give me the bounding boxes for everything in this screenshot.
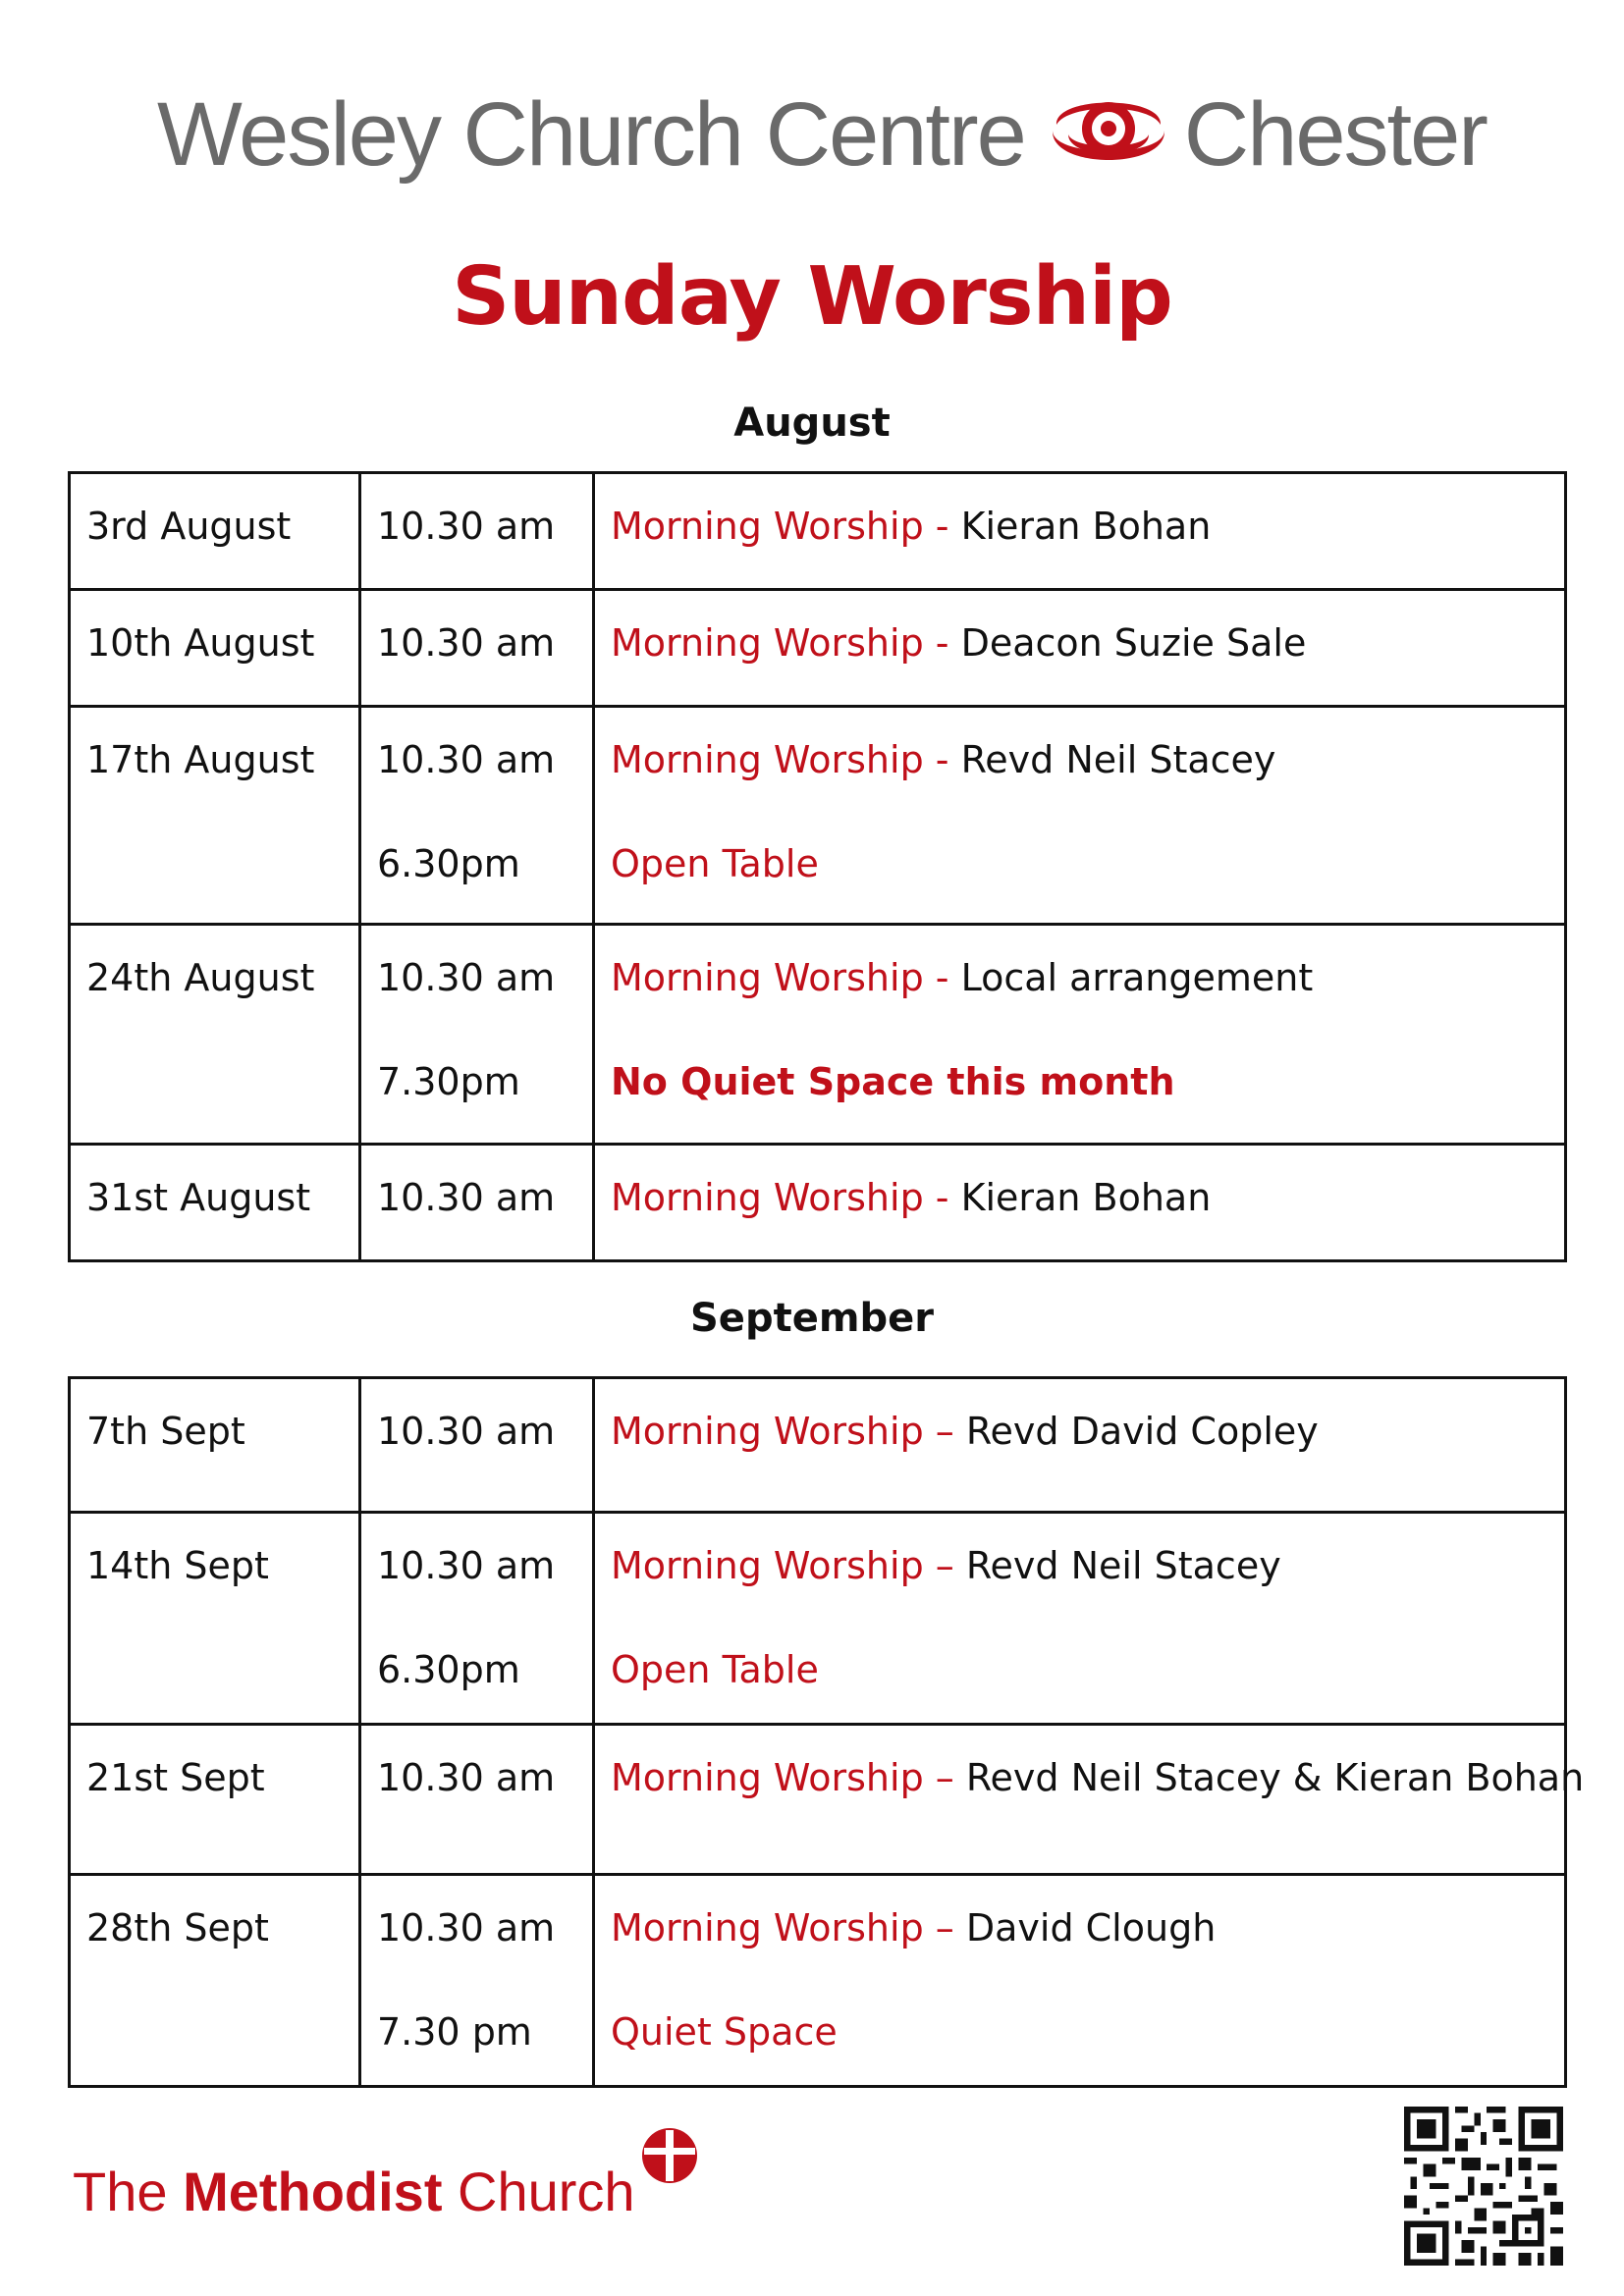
service-name: Morning Worship - <box>611 621 961 665</box>
time-text: 10.30 am <box>377 1176 556 1219</box>
date-cell <box>70 473 360 590</box>
date-text: 14th Sept <box>86 1544 269 1587</box>
table-row <box>70 473 1566 590</box>
date-text: 7th Sept <box>86 1410 245 1453</box>
time-text: 10.30 am <box>377 505 556 548</box>
date-text: 31st August <box>86 1176 311 1219</box>
date-cell <box>70 707 360 925</box>
methodist-cross-icon <box>640 2126 699 2185</box>
table-row <box>70 1378 1566 1513</box>
service-name: Morning Worship - <box>611 505 961 548</box>
service-line <box>611 1379 1548 1483</box>
table-row <box>70 590 1566 707</box>
table-row <box>70 925 1566 1145</box>
table-row <box>70 1725 1566 1875</box>
methodist-the: The <box>73 2161 184 2222</box>
wesley-logo <box>157 80 1487 188</box>
table-row <box>70 1513 1566 1725</box>
service-cell <box>594 1875 1566 2087</box>
leader-name: David Clough <box>965 1906 1217 1949</box>
date-text: 3rd August <box>86 505 292 548</box>
time-cell <box>360 1513 594 1725</box>
date-cell <box>70 925 360 1145</box>
logo-right-text: Chester <box>1183 83 1487 185</box>
service-line <box>611 708 1548 812</box>
leader-name: Local arrangement <box>960 956 1314 999</box>
table-row <box>70 1145 1566 1261</box>
service-cell <box>594 1513 1566 1725</box>
service-line <box>611 812 1548 916</box>
leader-name: Revd Neil Stacey <box>960 738 1276 781</box>
methodist-church-logo <box>73 2160 635 2223</box>
service-cell <box>594 473 1566 590</box>
service-line <box>611 1618 1548 1722</box>
methodist-church: Church <box>442 2161 635 2222</box>
service-name: Open Table <box>611 1648 819 1691</box>
time-text: 10.30 am <box>377 738 556 781</box>
service-name: Morning Worship - <box>611 738 961 781</box>
time-cell <box>360 590 594 707</box>
service-name: Morning Worship - <box>611 1176 961 1219</box>
time-text: 10.30 am <box>377 1906 556 1949</box>
time-cell <box>360 1875 594 2087</box>
wesley-logo-icon <box>1047 85 1170 184</box>
service-line <box>611 591 1548 695</box>
date-cell <box>70 1145 360 1261</box>
time-cell <box>360 1378 594 1513</box>
leader-name: Revd Neil Stacey <box>965 1544 1281 1587</box>
leader-name: Kieran Bohan <box>960 505 1212 548</box>
time-text: 7.30pm <box>377 1060 520 1103</box>
date-cell <box>70 1513 360 1725</box>
time-cell <box>360 1725 594 1875</box>
date-text: 24th August <box>86 956 315 999</box>
date-text: 21st Sept <box>86 1756 265 1799</box>
time-cell <box>360 1145 594 1261</box>
service-line <box>611 1876 1548 1980</box>
service-cell <box>594 1725 1585 1875</box>
service-cell <box>594 1145 1566 1261</box>
notice-text: No Quiet Space this month <box>611 1060 1175 1103</box>
service-line <box>611 474 1548 578</box>
time-text: 7.30 pm <box>377 2010 532 2054</box>
time-text: 10.30 am <box>377 956 556 999</box>
month-heading-august: August <box>733 400 891 446</box>
service-name: Open Table <box>611 842 819 885</box>
service-line <box>611 1726 1585 1830</box>
time-text: 10.30 am <box>377 621 556 665</box>
logo-left-text: Wesley Church Centre <box>157 83 1025 185</box>
service-line <box>611 1146 1548 1250</box>
time-text: 10.30 am <box>377 1756 556 1799</box>
table-row <box>70 1875 1566 2087</box>
service-name: Quiet Space <box>611 2010 838 2054</box>
august-schedule-table <box>68 471 1567 1262</box>
service-line <box>611 1980 1548 2084</box>
time-text: 10.30 am <box>377 1410 556 1453</box>
september-schedule-table <box>68 1376 1585 2088</box>
time-text: 10.30 am <box>377 1544 556 1587</box>
time-cell <box>360 473 594 590</box>
page-title: Sunday Worship <box>452 250 1172 344</box>
qr-code-icon[interactable] <box>1404 2107 1563 2266</box>
leader-name: Revd David Copley <box>965 1410 1319 1453</box>
leader-name: Kieran Bohan <box>960 1176 1212 1219</box>
time-cell <box>360 707 594 925</box>
month-heading-september: September <box>690 1296 934 1341</box>
time-text: 6.30pm <box>377 1648 520 1691</box>
service-line <box>611 926 1548 1030</box>
time-text: 6.30pm <box>377 842 520 885</box>
methodist-bold: Methodist <box>183 2161 443 2222</box>
date-cell <box>70 1875 360 2087</box>
date-text: 28th Sept <box>86 1906 269 1949</box>
date-cell <box>70 1378 360 1513</box>
leader-name: Deacon Suzie Sale <box>960 621 1307 665</box>
service-line <box>611 1514 1548 1618</box>
service-cell <box>594 707 1566 925</box>
service-cell <box>594 590 1566 707</box>
service-name: Morning Worship – <box>611 1544 966 1587</box>
service-cell <box>594 1378 1566 1513</box>
service-name: Morning Worship – <box>611 1906 966 1949</box>
service-cell <box>594 925 1566 1145</box>
date-text: 17th August <box>86 738 315 781</box>
leader-name: Revd Neil Stacey & Kieran Bohan <box>965 1756 1585 1799</box>
date-cell <box>70 590 360 707</box>
service-name: Morning Worship – <box>611 1410 966 1453</box>
time-cell <box>360 925 594 1145</box>
date-text: 10th August <box>86 621 315 665</box>
service-name: Morning Worship - <box>611 956 961 999</box>
date-cell <box>70 1725 360 1875</box>
table-row <box>70 707 1566 925</box>
service-name: Morning Worship – <box>611 1756 966 1799</box>
